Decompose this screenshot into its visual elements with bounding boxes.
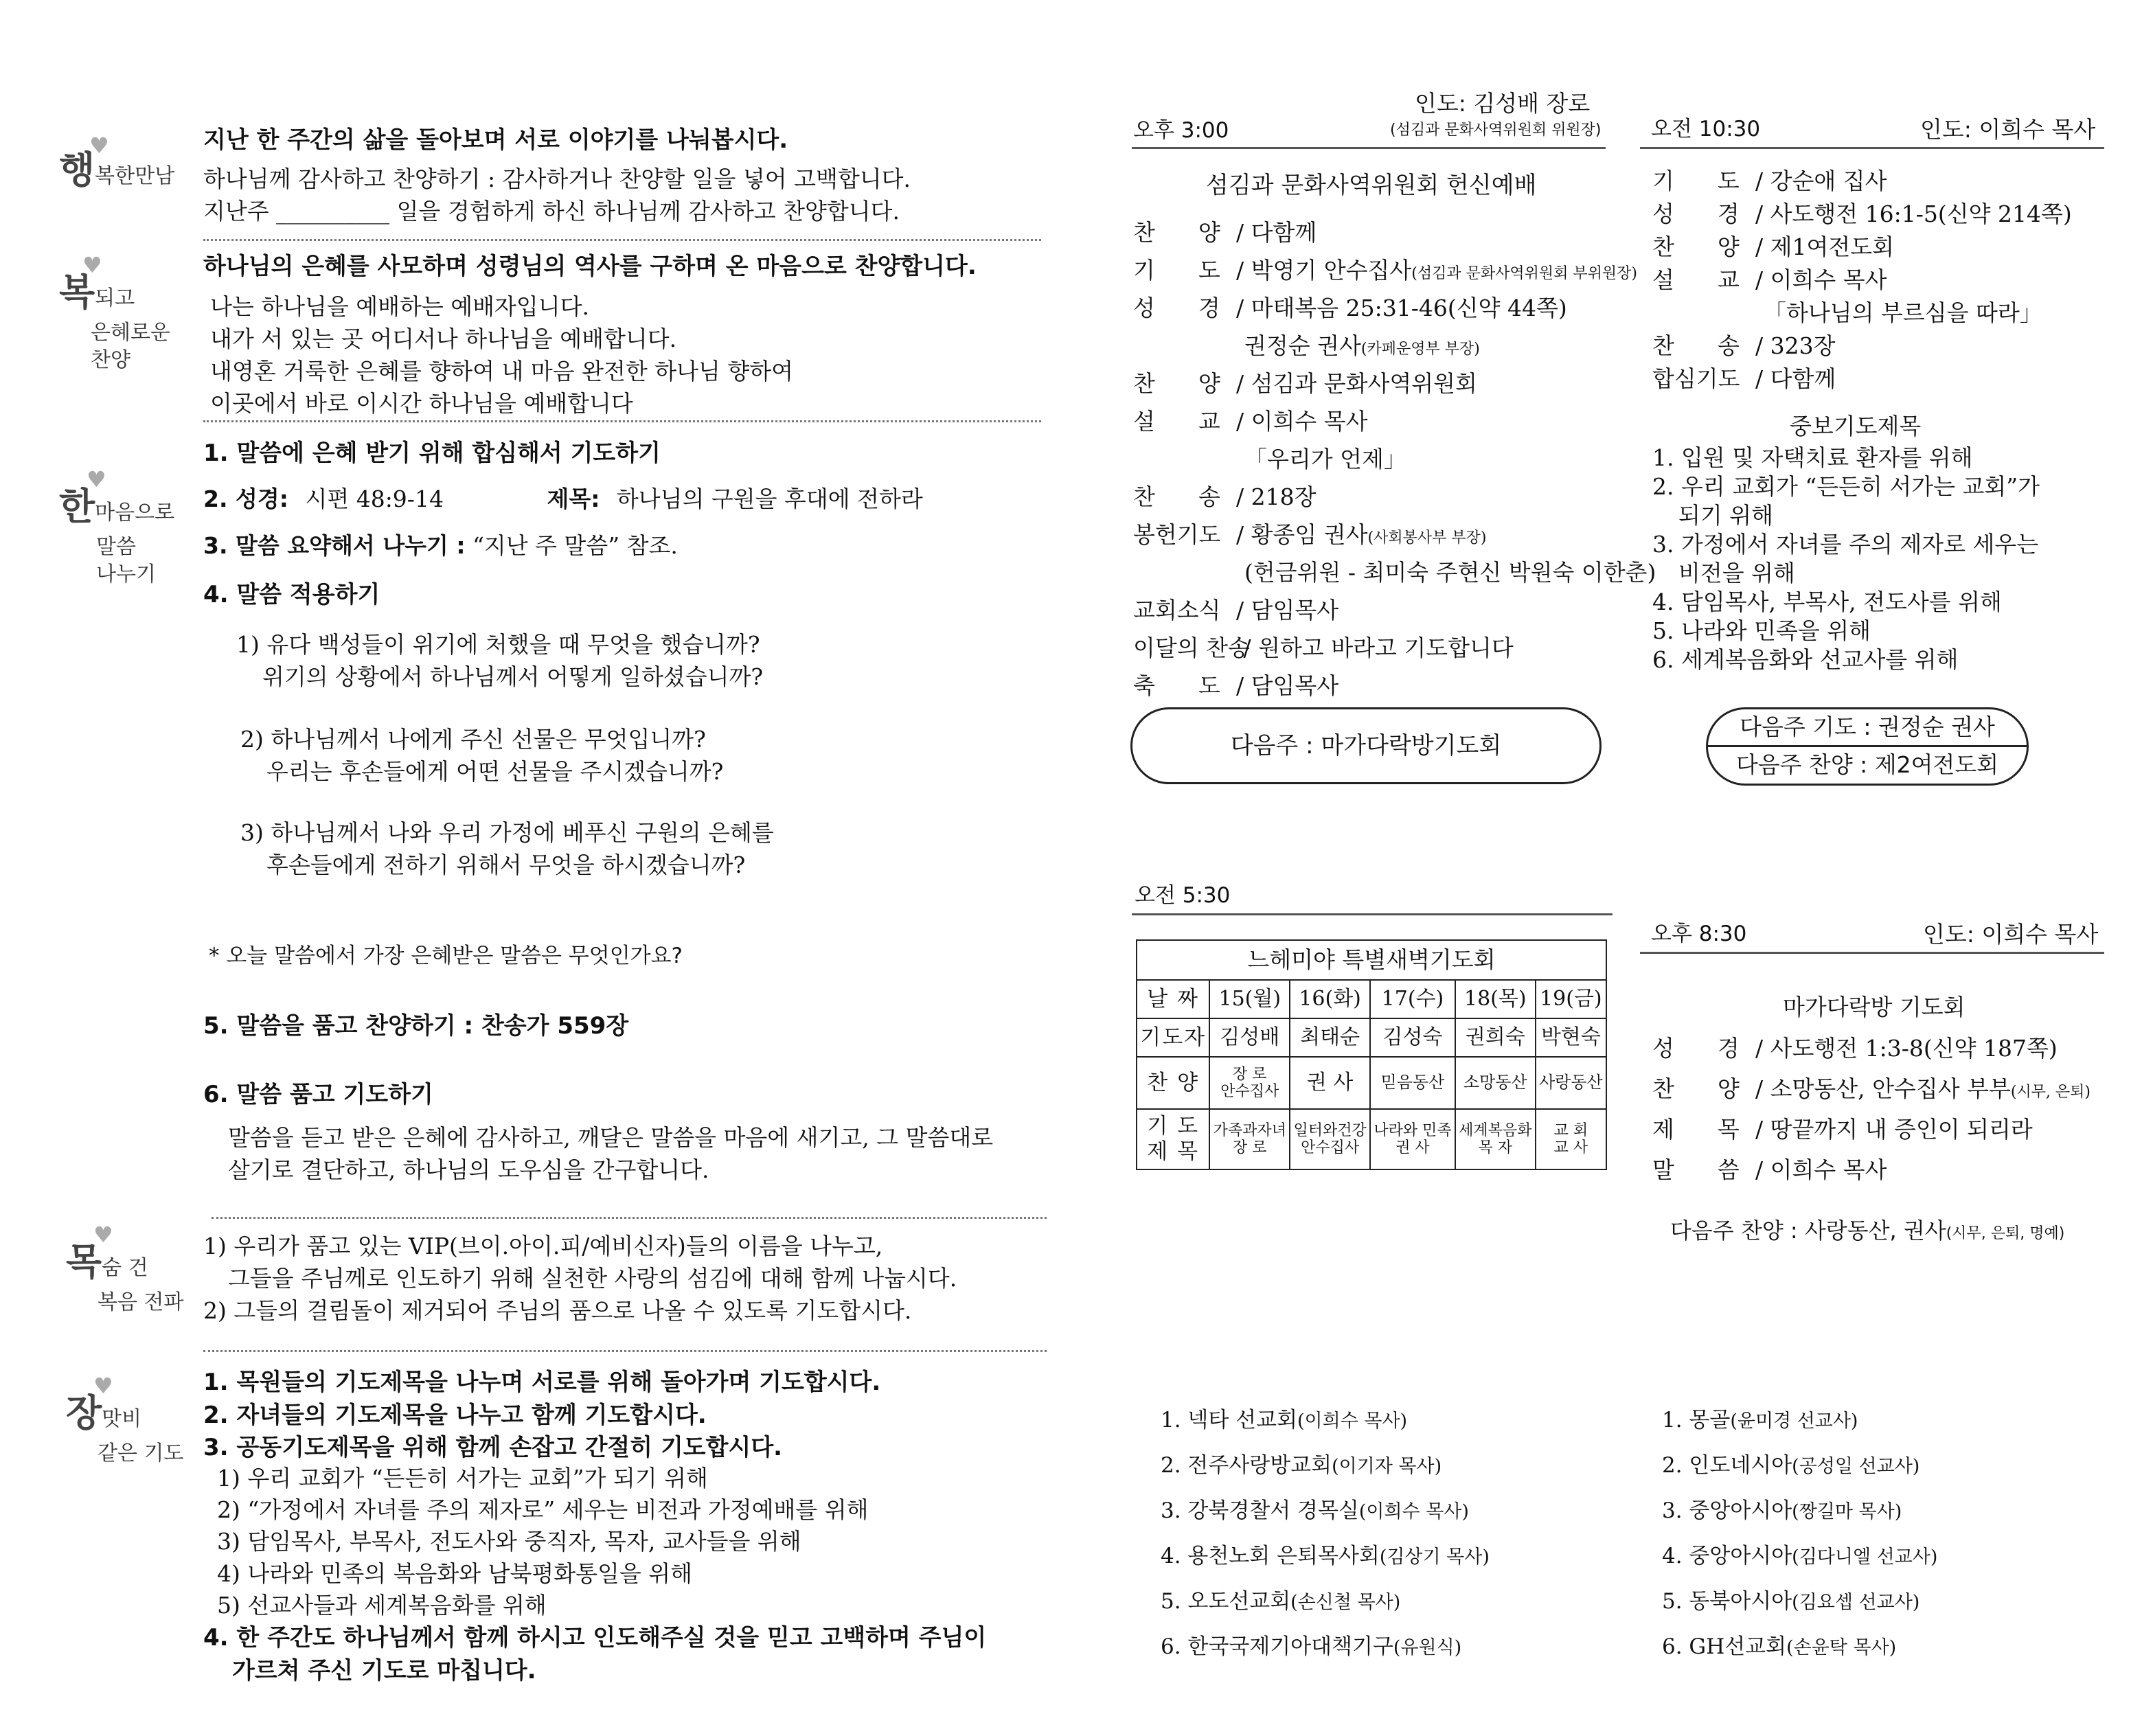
order-value: / 이희수 목사 — [1236, 408, 1368, 435]
order-role: 기 도 — [1133, 257, 1220, 284]
order-row — [1652, 363, 2072, 396]
order-role: 찬 양 — [1133, 219, 1220, 246]
order-value: / 이희수 목사 — [1755, 266, 1887, 293]
order-row — [1652, 330, 2072, 363]
order-role: 합심기도 — [1652, 365, 1740, 392]
order-row — [1652, 1111, 2090, 1152]
order-row — [1652, 1030, 2090, 1071]
order-note: (시무, 은퇴) — [2010, 1084, 2091, 1101]
order-row — [1133, 556, 1656, 593]
pm830-rule — [1640, 952, 2104, 954]
sec3-item2: 2. 성경: 시편 48:9-14 제목: 하나님의 구원을 후대에 전하라 — [203, 486, 923, 512]
pm3-leader: 인도: 김성배 장로 — [1415, 90, 1591, 117]
list-item: 1. 몽골(윤미경 선교사) — [1662, 1408, 1858, 1432]
sec5-final: 4. 한 주간도 하나님께서 함께 하시고 인도해주실 것을 믿고 고백하며 주님이 가르쳐 주신 기도로 마칩니다. — [203, 1624, 987, 1684]
list-item: 6. 한국국제기아대책기구(유원식) — [1161, 1634, 1462, 1659]
am1030-rule — [1640, 147, 2104, 149]
order-value: / 사도행전 16:1-5(신약 214쪽) — [1755, 201, 2072, 227]
order-row — [1133, 367, 1656, 404]
sec3-item5: 5. 말씀을 품고 찬양하기 : 찬송가 559장 — [203, 1012, 629, 1040]
order-row — [1652, 198, 2072, 231]
order-row — [1652, 297, 2072, 330]
sec2-heading: 하나님의 은혜를 사모하며 성령님의 역사를 구하며 온 마음으로 찬양합니다. — [203, 253, 977, 280]
list-item: 5. 동북아시아(김요셉 선교사) — [1662, 1589, 1920, 1614]
divider — [203, 1350, 1047, 1352]
order-role: 이달의 찬송 — [1133, 635, 1250, 661]
divider — [212, 1217, 1047, 1219]
order-row — [1133, 669, 1656, 707]
order-role: 성 경 — [1133, 295, 1220, 321]
label-mok: ♥ 목숨 건 복음 전파 — [66, 1222, 184, 1314]
list-item: 3. 강북경찰서 경목실(이희수 목사) — [1161, 1498, 1469, 1523]
order-row — [1133, 442, 1656, 480]
order-role: 제 목 — [1652, 1116, 1740, 1143]
order-value: / 323장 — [1755, 332, 1836, 359]
table-row: 찬 양 장 로 안수집사 권 사 믿음동산 소망동산 사랑동산 — [1137, 1057, 1606, 1109]
sec4-body: 1) 우리가 품고 있는 VIP(브이.아이.피/예비신자)들의 이름을 나누고, 그들을 주님께로 인도하기 위해 실천한 사랑의 섬김에 대해 함께 나눕시다. 2) 그들의 걸림돌이 제거되어 주님의 품으로 나올 수 있도록 기도합시다. — [203, 1233, 957, 1324]
pm830-title: 마가다락방 기도회 — [1783, 994, 1966, 1020]
order-value: (헌금위원 - 최미숙 주현신 박원숙 이한춘) — [1244, 559, 1656, 586]
pm3-rule — [1132, 147, 1606, 149]
am1030-next-prayer: 다음주 기도 : 권정순 권사 — [1708, 709, 2027, 747]
order-row — [1133, 404, 1656, 442]
list-item: 6. GH선교회(손윤탁 목사) — [1662, 1634, 1897, 1659]
order-row — [1652, 1152, 2090, 1192]
dawn-prayer-table — [1136, 939, 1607, 1170]
order-value: / 원하고 바라고 기도합니다 — [1236, 635, 1514, 661]
missions-right — [1662, 1398, 1937, 1670]
order-role: 찬 양 — [1652, 1075, 1740, 1102]
order-role: 성 경 — [1652, 1035, 1740, 1062]
sec5-sub-list: 1) 우리 교회가 “든든히 서가는 교회”가 되기 위해 2) “가정에서 자녀를 주의 제자로” 세우는 비전과 가정예배를 위해 3) 담임목사, 부목사, 전도사와 중직자, 목자, 교사들을 위해 4) 나라와 민족의 복음화와 남북평화통일을 위해 5) 선교사들과 세계복음화를 위해 — [217, 1465, 869, 1619]
order-value: / 황종임 권사 — [1236, 521, 1368, 548]
order-row — [1133, 593, 1656, 631]
table-row: 날 짜 15(월) 16(화) 17(수) 18(목) 19(금) — [1137, 980, 1606, 1018]
pm3-next-pill — [1130, 707, 1602, 784]
order-value: / 소망동산, 안수집사 부부 — [1755, 1075, 2011, 1102]
order-value: / 박영기 안수집사 — [1236, 257, 1412, 284]
order-role: 봉헌기도 — [1133, 521, 1221, 548]
order-value: 「우리가 언제」 — [1244, 446, 1406, 472]
list-item: 4. 용천노회 은퇴목사회(김상기 목사) — [1161, 1544, 1490, 1568]
label-jang: ♥ 장맛비 같은 기도 — [66, 1373, 184, 1465]
divider — [203, 239, 1041, 241]
label-han: ♥ 한마음으로 말씀 나누기 — [59, 466, 175, 587]
heart-icon: ♥ — [93, 1373, 113, 1399]
order-row — [1652, 1071, 2090, 1111]
sec1-body: 하나님께 감사하고 찬양하기 : 감사하거나 찬양할 일을 넣어 고백합니다. 지난주 __________ 일을 경험하게 하신 하나님께 감사하고 찬양합니다. — [203, 165, 911, 225]
order-role: 찬 양 — [1652, 233, 1740, 260]
label-haeng: ♥ 행복한만남 — [59, 133, 175, 192]
order-value: / 218장 — [1236, 483, 1317, 510]
heart-icon: ♥ — [93, 1222, 113, 1248]
list-item: 4. 중앙아시아(김다니엘 선교사) — [1662, 1544, 1938, 1568]
list-item: 1. 넥타 선교회(이희수 목사) — [1161, 1408, 1408, 1432]
table-row: 기 도 제 목 가족과자녀 장 로 일터와건강 안수집사 나라와 민족 권 사 세계복음화 목 자 교 회 교 사 — [1137, 1109, 1606, 1169]
sec3-item6: 6. 말씀 품고 기도하기 — [203, 1081, 433, 1108]
order-role: 설 교 — [1652, 266, 1740, 293]
sec3-item1: 1. 말씀에 은혜 받기 위해 합심해서 기도하기 — [203, 439, 661, 467]
order-value: / 제1여전도회 — [1755, 233, 1894, 260]
divider — [203, 420, 1041, 422]
heart-icon: ♥ — [87, 466, 106, 492]
sec5-bold-list: 1. 목원들의 기도제목을 나누며 서로를 위해 돌아가며 기도합시다. 2. 자녀들의 기도제목을 나누고 함께 기도합시다. 3. 공동기도제목을 위해 함께 손잡고 간절히 기도합시다. — [203, 1369, 881, 1462]
am1030-next-song: 다음주 찬양 : 제2여전도회 — [1735, 751, 1999, 778]
sec3-item4: 4. 말씀 적용하기 — [203, 581, 380, 608]
pm830-order — [1652, 1030, 2090, 1192]
order-role: 축 도 — [1133, 672, 1220, 699]
order-note: (사회봉사부 부장) — [1367, 529, 1487, 547]
order-row — [1652, 165, 2072, 198]
order-role: 말 씀 — [1652, 1156, 1740, 1183]
order-value: / 땅끝까지 내 증인이 되리라 — [1755, 1116, 2033, 1143]
pm830-time: 오후 8:30 — [1651, 922, 1747, 946]
am1030-prayers: 1. 입원 및 자택치료 환자를 위해 2. 우리 교회가 “든든히 서가는 교회”가 되기 위해 3. 가정에서 자녀를 주의 제자로 세우는 비전을 위해 4. 담임목사, 부목사, 전도사를 위해 5. 나라와 민족을 위해 6. 세계복음화와 선교사를 위해 — [1652, 444, 2040, 673]
pm3-order — [1133, 216, 1656, 707]
order-role: 기 도 — [1652, 168, 1740, 194]
heart-icon: ♥ — [89, 133, 109, 159]
pm830-next: 다음주 찬양 : 사랑동산, 권사(시무, 은퇴, 명예) — [1670, 1218, 2065, 1244]
order-value: / 강순애 집사 — [1755, 168, 1887, 194]
order-role: 찬 송 — [1652, 332, 1740, 359]
order-value: / 다함께 — [1755, 365, 1836, 392]
table-row: 기도자 김성배 최태순 김성숙 권희숙 박현숙 — [1137, 1018, 1606, 1057]
label-bok: ♥ 복되고 은혜로운 찬양 — [59, 252, 170, 373]
order-row — [1133, 480, 1656, 518]
order-value: 「하나님의 부르심을 따라」 — [1764, 299, 2042, 326]
am1030-next-pill — [1706, 707, 2029, 786]
question-1: 1) 유다 백성들이 위기에 처했을 때 무엇을 했습니까? 위기의 상황에서 하나님께서 어떻게 일하셨습니까? — [236, 631, 764, 690]
order-row — [1133, 329, 1656, 367]
pm3-time: 오후 3:00 — [1133, 118, 1229, 143]
sec3-item3: 3. 말씀 요약해서 나누기 : “지난 주 말씀” 참조. — [203, 532, 678, 559]
order-row — [1133, 518, 1656, 556]
order-role: 성 경 — [1652, 201, 1740, 227]
order-value: / 담임목사 — [1236, 597, 1339, 624]
list-item: 3. 중앙아시아(짱길마 목사) — [1662, 1498, 1902, 1523]
question-2: 2) 하나님께서 나에게 주신 선물은 무엇입니까? 우리는 후손들에게 어떤 선물을 주시겠습니까? — [240, 726, 724, 785]
pm3-leader-note: (섬김과 문화사역위원회 위원장) — [1390, 122, 1602, 139]
am530-time: 오전 5:30 — [1135, 883, 1231, 908]
order-role: 설 교 — [1133, 408, 1220, 435]
sec1-heading: 지난 한 주간의 삶을 돌아보며 서로 이야기를 나눠봅시다. — [203, 126, 788, 154]
pm3-next: 다음주 : 마가다락방기도회 — [1230, 731, 1502, 760]
sec3-item6-body: 말씀을 듣고 받은 은혜에 감사하고, 깨달은 말씀을 마음에 새기고, 그 말씀대로 살기로 결단하고, 하나님의 도우심을 간구합니다. — [228, 1124, 994, 1183]
pm3-title: 섬김과 문화사역위원회 헌신예배 — [1206, 172, 1537, 199]
order-role: 찬 송 — [1133, 483, 1220, 510]
order-row — [1133, 291, 1656, 329]
order-value: / 섬김과 문화사역위원회 — [1236, 370, 1477, 397]
pm830-leader: 인도: 이희수 목사 — [1923, 921, 2099, 948]
order-value: / 마태복음 25:31-46(신약 44쪽) — [1236, 295, 1567, 321]
order-role: 찬 양 — [1133, 370, 1220, 397]
order-value: 권정순 권사 — [1244, 332, 1361, 359]
am1030-time: 오전 10:30 — [1651, 117, 1761, 141]
sec3-note: * 오늘 말씀에서 가장 은혜받은 말씀은 무엇인가요? — [209, 944, 683, 968]
order-value: / 다함께 — [1236, 219, 1317, 246]
heart-icon: ♥ — [82, 252, 102, 278]
am1030-leader: 인도: 이희수 목사 — [1920, 116, 2096, 143]
order-value: / 이희수 목사 — [1755, 1156, 1887, 1183]
order-row — [1133, 631, 1656, 669]
am1030-order — [1652, 165, 2072, 396]
order-value: / 담임목사 — [1236, 672, 1339, 699]
order-row — [1133, 253, 1656, 291]
order-role: 교회소식 — [1133, 597, 1221, 624]
order-row — [1652, 231, 2072, 264]
missions-left — [1161, 1398, 1490, 1670]
question-3: 3) 하나님께서 나와 우리 가정에 베푸신 구원의 은혜를 후손들에게 전하기 위해서 무엇을 하시겠습니까? — [240, 819, 774, 878]
order-note: (카페운영부 부장) — [1360, 341, 1480, 358]
list-item: 2. 전주사랑방교회(이기자 목사) — [1161, 1453, 1442, 1478]
list-item: 5. 오도선교회(손신철 목사) — [1161, 1589, 1401, 1614]
sec2-body: 나는 하나님을 예배하는 예배자입니다. 내가 서 있는 곳 어디서나 하나님을 예배합니다. 내영혼 거룩한 은혜를 향하여 내 마음 완전한 하나님 향하여 이곳에서 바로 이시간 하나님을 예배합니다 — [210, 293, 793, 417]
order-row — [1652, 264, 2072, 297]
am530-rule — [1132, 913, 1613, 915]
order-value: / 사도행전 1:3-8(신약 187쪽) — [1755, 1035, 2058, 1062]
order-row — [1133, 216, 1656, 253]
table-title: 느헤미야 특별새벽기도회 — [1137, 940, 1606, 980]
list-item: 2. 인도네시아(공성일 선교사) — [1662, 1453, 1920, 1478]
am1030-prayer-title: 중보기도제목 — [1790, 413, 1922, 439]
order-note: (섬김과 문화사역위원회 부위원장) — [1411, 265, 1637, 282]
